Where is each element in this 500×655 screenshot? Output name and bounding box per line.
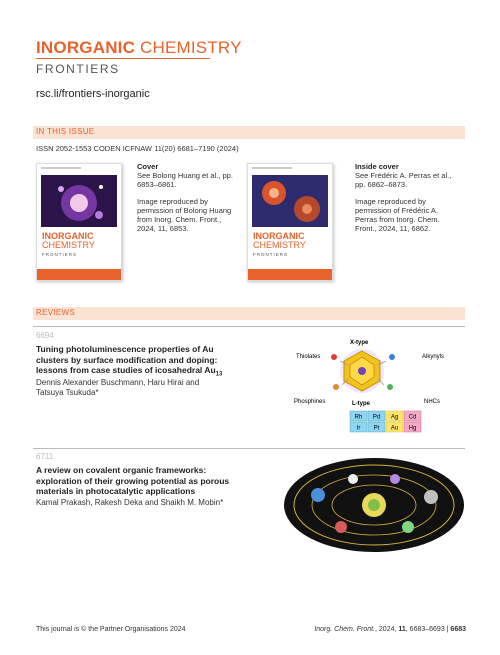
reviews-band xyxy=(33,307,465,320)
journal-title xyxy=(36,38,242,58)
dopant-pt: Pt xyxy=(373,425,380,432)
figure-label-l-type: L-type xyxy=(352,401,370,407)
journal-url[interactable]: rsc.li/frontiers-inorganic xyxy=(36,88,150,100)
dopant-au: Au xyxy=(390,425,399,432)
cover-frontiers: FRONTIERS xyxy=(42,252,78,257)
inside-cover-credit: Image reproduced by permission of Frédéric A. Perras from Inorg. Chem. Front., 2024, 11, 6862. xyxy=(355,197,440,233)
dopant-cd: Cd xyxy=(408,414,417,421)
divider xyxy=(33,326,465,327)
footer-volume: 11 xyxy=(398,626,406,633)
article-title-text: Tuning photoluminescence properties of Au clusters by surface modification and doping: lessons from case studies of icosahedral Au xyxy=(36,344,218,375)
article-title[interactable]: A review on covalent organic frameworks: exploration of their growing potential as porous materials in photocatalytic applications xyxy=(36,465,230,496)
cover-header-strip xyxy=(252,167,292,169)
in-this-issue-heading: IN THIS ISSUE xyxy=(36,127,95,136)
title-rule xyxy=(36,58,210,59)
reviews-heading: REVIEWS xyxy=(36,308,75,317)
article-authors: Dennis Alexander Buschmann, Haru Hirai and Tatsuya Tsukuda* xyxy=(36,378,200,397)
dopant-rh: Rh xyxy=(354,414,363,421)
article-title[interactable] xyxy=(36,344,246,380)
journal-title-light: CHEMISTRY xyxy=(135,38,242,57)
inside-cover-ref: See Frédéric A. Perras et al., pp. 6862–6873. xyxy=(355,171,452,189)
au-cluster-figure xyxy=(290,335,460,447)
journal-title-bold: INORGANIC xyxy=(36,38,136,57)
inside-cover-artwork xyxy=(252,175,328,227)
cover-title-bold: INORGANIC xyxy=(42,231,94,241)
dopant-hg: Hg xyxy=(408,425,417,432)
footer-year: , 2024, xyxy=(375,626,399,633)
footer-pages: , 6683–6693 | xyxy=(405,626,451,633)
figure-label-x-type: X-type xyxy=(350,340,369,346)
footer-citation xyxy=(314,626,466,633)
cover-image[interactable] xyxy=(36,163,122,281)
cover-credit: Image reproduced by permission of Bolong Huang from Inorg. Chem. Front., 2024, 11, 6853. xyxy=(137,197,232,233)
article-page-number: 6694 xyxy=(36,331,54,340)
article-authors: Kamal Prakash, Rakesh Deka and Shaikh M. Mobin* xyxy=(36,498,224,507)
cover-artwork xyxy=(41,175,117,227)
figure-label-nhcs: NHCs xyxy=(424,399,440,405)
inside-cover-image[interactable] xyxy=(247,163,333,281)
figure-label-thiolates: Thiolates xyxy=(296,354,321,360)
footer-page-number: 6683 xyxy=(450,626,466,633)
footer-journal-abbrev: Inorg. Chem. Front. xyxy=(314,626,376,633)
dopant-pd: Pd xyxy=(372,414,381,421)
divider xyxy=(33,448,465,449)
cover-frontiers: FRONTIERS xyxy=(253,252,289,257)
article-page-number: 6711 xyxy=(36,452,54,461)
inside-cover-caption xyxy=(355,162,460,233)
cover-title-light: CHEMISTRY xyxy=(253,240,306,250)
cover-title-light: CHEMISTRY xyxy=(42,240,95,250)
cover-bottom-bar xyxy=(248,269,332,280)
cover-bottom-bar xyxy=(37,269,121,280)
journal-subtitle: FRONTIERS xyxy=(36,62,120,76)
cover-label: Cover xyxy=(137,162,159,171)
dopant-ir: Ir xyxy=(356,425,361,432)
dopant-ag: Ag xyxy=(390,414,399,421)
footer-copyright: This journal is © the Partner Organisations 2024 xyxy=(36,626,186,633)
cover-ref: See Bolong Huang et al., pp. 6853–6861. xyxy=(137,171,233,189)
issn-line: ISSN 2052-1553 CODEN ICFNAW 11(20) 6681–7190 (2024) xyxy=(36,144,239,153)
cover-title-bold: INORGANIC xyxy=(253,231,305,241)
cof-figure xyxy=(283,457,465,553)
in-this-issue-band xyxy=(33,126,465,139)
article-title-subscript: 13 xyxy=(215,371,223,378)
figure-label-phosphines: Phosphines xyxy=(294,399,326,405)
cover-header-strip xyxy=(41,167,81,169)
cover-caption xyxy=(137,162,242,233)
inside-cover-label: Inside cover xyxy=(355,162,399,171)
figure-label-alkynyls: Alkynyls xyxy=(422,354,445,360)
